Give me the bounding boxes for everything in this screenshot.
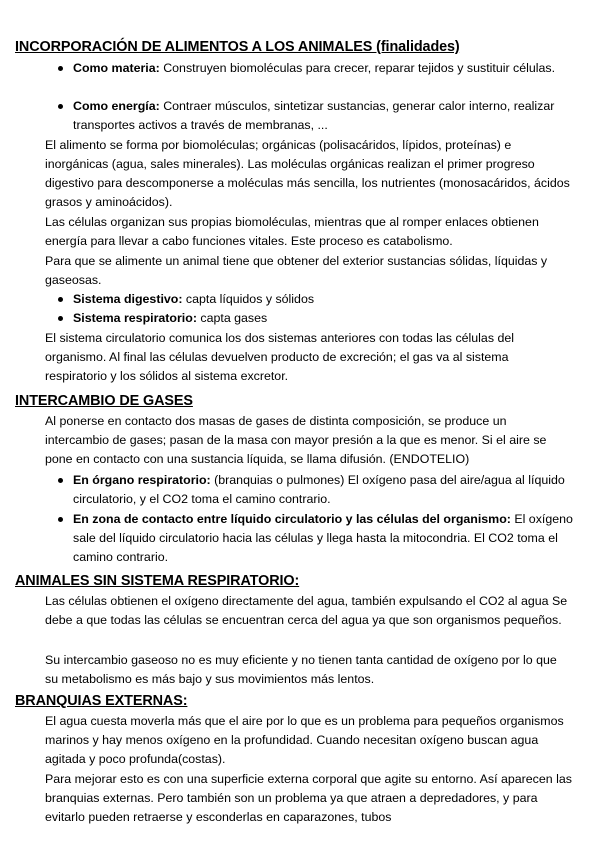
bullet-bold-label: En zona de contacto entre líquido circulatorio y las células del organismo: bbox=[73, 512, 511, 526]
paragraph-masas-gases: Al ponerse en contacto dos masas de gases de distinta composición, se produce un intercambio de gases; pasan de la masa con mayor presión a la que es menor. Si el aire se pone en contacto con una sustancia líquida, se llama difusión. (ENDOTELIO) bbox=[45, 414, 547, 467]
bullet-bold-label: Sistema digestivo: bbox=[73, 292, 183, 306]
paragraph-oxigeno-agua: Las células obtienen el oxígeno directamente del agua, también expulsando el CO2 al agua Se debe a que todas las células se encuentran cerca del agua ya que son organismos pequeños. bbox=[45, 594, 568, 628]
bullet-organo-respiratorio bbox=[73, 471, 578, 509]
bullet-text: capta líquidos y sólidos bbox=[182, 292, 315, 306]
bullet-como-energia bbox=[73, 97, 578, 135]
heading-animales-sin-sistema: ANIMALES SIN SISTEMA RESPIRATORIO: bbox=[15, 573, 300, 589]
bullet-sistema-respiratorio bbox=[73, 309, 578, 328]
paragraph-superficie-externa: Para mejorar esto es con una superficie externa corporal que agite su entorno. Así aparecen las branquias externas. Pero también son un problema ya que atraen a depredadores, y para evitarlo pueden retraerse y esconderlas en caparazones, tubos bbox=[45, 772, 572, 825]
bullet-zona-contacto bbox=[73, 510, 578, 567]
bullet-bold-label: Como energía: bbox=[73, 99, 160, 113]
bullet-dot bbox=[58, 316, 63, 321]
bullet-dot bbox=[58, 66, 63, 71]
paragraph-alimente: Para que se alimente un animal tiene que obtener del exterior sustancias sólidas, líquidas y gaseosas. bbox=[45, 254, 548, 288]
paragraph-celulas: Las células organizan sus propias biomoléculas, mientras que al romper enlaces obtienen energía para llevar a cabo funciones vitales. Este proceso es catabolismo. bbox=[45, 215, 539, 249]
bullet-como-materia bbox=[73, 59, 578, 78]
bullet-text: (branquias o pulmones) El oxígeno pasa del aire/agua al líquido circulatorio, y el CO2 toma el camino contrario. bbox=[73, 473, 565, 507]
bullet-bold-label: Sistema respiratorio: bbox=[73, 311, 197, 325]
paragraph-intercambio-eficiente: Su intercambio gaseoso no es muy eficiente y no tienen tanta cantidad de oxígeno por lo que su metabolismo es más bajo y sus movimientos más lentos. bbox=[45, 653, 557, 687]
bullet-text: Construyen biomoléculas para crecer, reparar tejidos y sustituir células. bbox=[159, 61, 556, 75]
bullet-dot bbox=[58, 517, 63, 522]
heading-incorporacion: INCORPORACIÓN DE ALIMENTOS A LOS ANIMALES (finalidades) bbox=[15, 39, 460, 55]
paragraph-sistema-circulatorio: El sistema circulatorio comunica los dos sistemas anteriores con todas las células del organismo. Al final las células devuelven producto de excreción; el gas va al sistema respiratorio y los sólidos al sistema excretor. bbox=[45, 331, 514, 384]
bullet-text: capta gases bbox=[196, 311, 268, 325]
bullet-bold-label: Como materia: bbox=[73, 61, 160, 75]
bullet-text: El oxígeno sale del líquido circulatorio hacia las células y llega hasta la mitocondria. El CO2 toma el camino contrario. bbox=[73, 512, 573, 565]
paragraph-agua-moverla: El agua cuesta moverla más que el aire por lo que es un problema para pequeños organismos marinos y hay menos oxígeno en la profundidad. Cuando necesitan oxígeno buscan agua agitada y poco profunda(costas). bbox=[45, 714, 564, 767]
bullet-dot bbox=[58, 104, 63, 109]
bullet-bold-label: En órgano respiratorio: bbox=[73, 473, 211, 487]
bullet-text: Contraer músculos, sintetizar sustancias, generar calor interno, realizar transportes activos a través de membranas, ... bbox=[73, 99, 555, 133]
heading-branquias-externas: BRANQUIAS EXTERNAS: bbox=[15, 693, 188, 709]
bullet-dot bbox=[58, 478, 63, 483]
bullet-sistema-digestivo bbox=[73, 290, 578, 309]
heading-intercambio-gases: INTERCAMBIO DE GASES bbox=[15, 393, 193, 409]
bullet-dot bbox=[58, 297, 63, 302]
paragraph-alimento: El alimento se forma por biomoléculas; orgánicas (polisacáridos, lípidos, proteínas) e inorgánicas (agua, sales minerales). Las moléculas orgánicas realizan el primer progreso digestivo para descomponerse a moléculas más sencilla, los nutrientes (monosacáridos, ácidos grasos y aminoácidos). bbox=[45, 138, 570, 210]
